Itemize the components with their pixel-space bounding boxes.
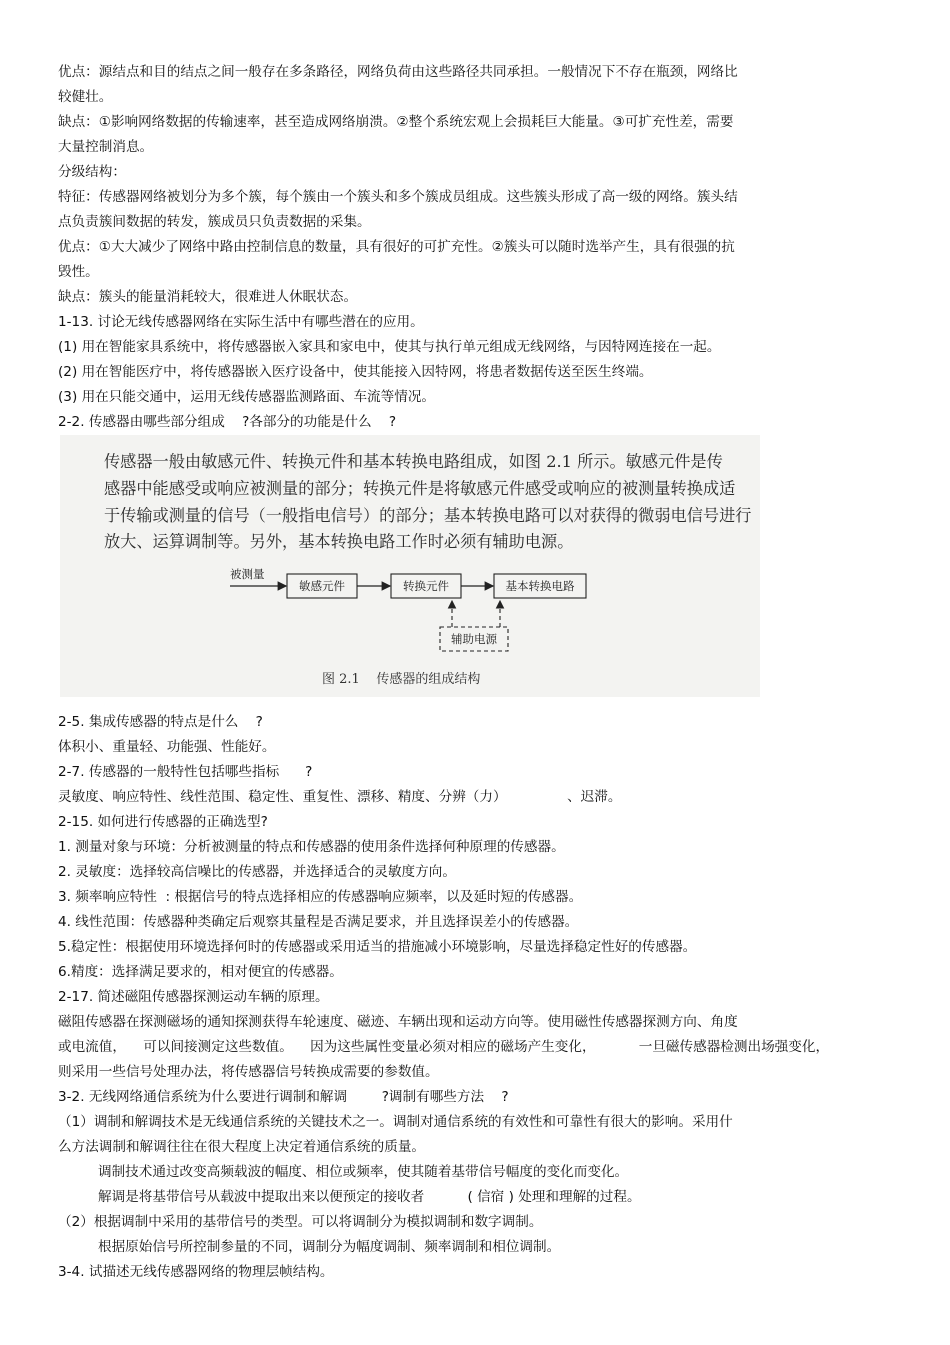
basic-circuit-label: 基本转换电路 [505, 579, 575, 593]
sensing-element-label: 敏感元件 [299, 579, 345, 593]
input-label: 被测量 [230, 567, 265, 581]
figure-paragraph-line: 感器中能感受或响应被测量的部分；转换元件是将敏感元件感受或响应的被测量转换成适 [104, 479, 736, 498]
indented-text-line: 解调是将基带信号从载波中提取出来以便预定的接收者 ( 信宿 ) 处理和理解的过程。 [98, 1189, 641, 1205]
text-line: 3. 频率响应特性 : 根据信号的特点选择相应的传感器响应频率，以及延时短的传感器。 [58, 889, 583, 905]
figure-caption: 图 2.1 传感器的组成结构 [322, 672, 481, 687]
figure-paragraph-line: 传感器一般由敏感元件、转换元件和基本转换电路组成，如图 2.1 所示。敏感元件是传 [104, 452, 723, 471]
aux-power-label: 辅助电源 [451, 632, 497, 646]
question-heading: 2-7. 传感器的一般特性包括哪些指标 ? [58, 764, 313, 780]
text-line: 磁阻传感器在探测磁场的通知探测获得车轮速度、磁迹、车辆出现和运动方向等。使用磁性传感器探测方向、角度 [58, 1014, 738, 1030]
question-heading: 1-13. 讨论无线传感器网络在实际生活中有哪些潜在的应用。 [58, 314, 424, 330]
figure-paragraph-line: 于传输或测量的信号（一般指电信号）的部分；基本转换电路可以对获得的微弱电信号进行 [104, 506, 752, 525]
text-line: (1) 用在智能家具系统中，将传感器嵌入家具和家电中，使其与执行单元组成无线网络，与因特网连接在一起。 [58, 339, 721, 355]
text-line: 较健壮。 [58, 89, 113, 105]
text-line: 4. 线性范围：传感器种类确定后观察其量程是否满足要求，并且选择误差小的传感器。 [58, 914, 579, 930]
text-line: 体积小、重量轻、功能强、性能好。 [58, 739, 276, 755]
text-line: 优点：①大大减少了网络中路由控制信息的数量，具有很好的可扩充性。②簇头可以随时选举产生，具有很强的抗 [58, 239, 735, 255]
text-line: (3) 用在只能交通中，运用无线传感器监测路面、车流等情况。 [58, 389, 436, 405]
text-line: (2) 用在智能医疗中，将传感器嵌入医疗设备中，使其能接入因特网，将患者数据传送至医生终端。 [58, 364, 653, 380]
indented-text-line: 根据原始信号所控制参量的不同，调制分为幅度调制、频率调制和相位调制。 [98, 1239, 561, 1255]
block-diagram [60, 435, 760, 697]
textbook-figure [60, 435, 760, 697]
text-line: 灵敏度、响应特性、线性范围、稳定性、重复性、漂移、精度、分辨（力） 、迟滞。 [58, 789, 622, 805]
indented-text-line: 调制技术通过改变高频载波的幅度、相位或频率，使其随着基带信号幅度的变化而变化。 [98, 1164, 629, 1180]
text-line: 6.精度：选择满足要求的，相对便宜的传感器。 [58, 964, 343, 980]
text-line: 特征：传感器网络被划分为多个簇，每个簇由一个簇头和多个簇成员组成。这些簇头形成了高一级的网络。簇头结 [58, 189, 738, 205]
text-line: 缺点：簇头的能量消耗较大，很难进人休眠状态。 [58, 289, 358, 305]
text-line: 毁性。 [58, 264, 99, 280]
question-heading: 2-15. 如何进行传感器的正确选型? [58, 814, 268, 830]
text-line: 则采用一些信号处理办法，将传感器信号转换成需要的参数值。 [58, 1064, 439, 1080]
text-line: 5.稳定性：根据使用环境选择何时的传感器或采用适当的措施减小环境影响，尽量选择稳定性好的传感器。 [58, 939, 697, 955]
text-line: 2. 灵敏度：选择较高信噪比的传感器，并选择适合的灵敏度方向。 [58, 864, 456, 880]
conversion-element-label: 转换元件 [403, 579, 449, 593]
text-line: 优点：源结点和目的结点之间一般存在多条路径，网络负荷由这些路径共同承担。一般情况下不存在瓶颈，网络比 [58, 64, 738, 80]
question-heading: 2-2. 传感器由哪些部分组成 ?各部分的功能是什么 ? [58, 414, 397, 430]
section-heading: 分级结构： [58, 164, 126, 180]
text-line: 缺点：①影响网络数据的传输速率，甚至造成网络崩溃。②整个系统宏观上会损耗巨大能量。③可扩充性差，需要 [58, 114, 734, 130]
question-heading: 3-2. 无线网络通信系统为什么要进行调制和解调 ?调制有哪些方法 ? [58, 1089, 509, 1105]
text-line: 么方法调制和解调往往在很大程度上决定着通信系统的质量。 [58, 1139, 426, 1155]
question-heading: 2-17. 简述磁阻传感器探测运动车辆的原理。 [58, 989, 329, 1005]
text-line: （2）根据调制中采用的基带信号的类型。可以将调制分为模拟调制和数字调制。 [58, 1214, 543, 1230]
question-heading: 3-4. 试描述无线传感器网络的物理层帧结构。 [58, 1264, 334, 1280]
text-line: 大量控制消息。 [58, 139, 154, 155]
figure-paragraph-line: 放大、运算调制等。另外，基本转换电路工作时必须有辅助电源。 [104, 532, 574, 551]
text-line: 点负责簇间数据的转发，簇成员只负责数据的采集。 [58, 214, 371, 230]
text-line: 或电流值， 可以间接测定这些数值。 因为这些属性变量必须对相应的磁场产生变化， 一旦磁传感器检测出场强变化， [58, 1039, 830, 1055]
question-heading: 2-5. 集成传感器的特点是什么 ? [58, 714, 263, 730]
text-line: 1. 测量对象与环境：分析被测量的特点和传感器的使用条件选择何种原理的传感器。 [58, 839, 565, 855]
text-line: （1）调制和解调技术是无线通信系统的关键技术之一。调制对通信系统的有效性和可靠性有很大的影响。采用什 [58, 1114, 733, 1130]
